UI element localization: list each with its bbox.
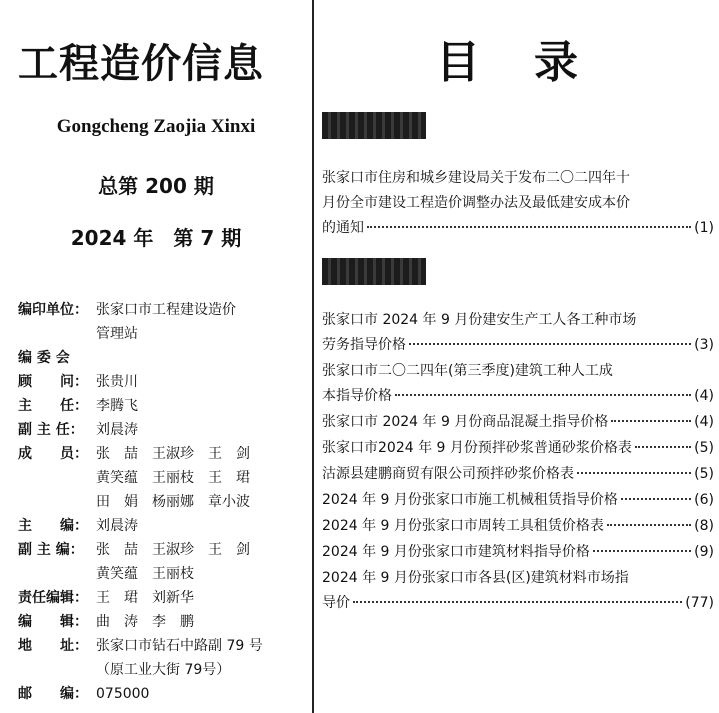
credit-row xyxy=(18,346,308,370)
toc-entry-title: 劳务指导价格 xyxy=(322,337,406,353)
toc-page-number: (5) xyxy=(694,466,714,482)
dot-leader xyxy=(395,394,691,396)
toc-title: 目录 xyxy=(436,37,632,88)
credit-value-line: 刘晨涛 xyxy=(96,422,138,438)
credit-value-line: 黄笑蕴 王丽枝 xyxy=(96,566,194,582)
credit-value-line: 李腾飞 xyxy=(96,398,138,414)
toc-entry-title: 2024 年 9 月份张家口市周转工具租赁价格表 xyxy=(322,518,604,534)
toc-entry-line: 2024 年 9 月份张家口市各县(区)建筑材料市场指 xyxy=(322,570,629,586)
credit-value xyxy=(96,682,308,706)
magazine-title: 工程造价信息 xyxy=(18,41,264,87)
toc-entry-line: 月份全市建设工程造价调整办法及最低建安成本价 xyxy=(322,195,630,211)
credit-row xyxy=(18,634,308,682)
toc-page-number: (6) xyxy=(694,492,714,508)
toc-section-2 xyxy=(322,308,714,617)
credit-value xyxy=(96,514,308,538)
credit-row xyxy=(18,298,308,346)
credit-value-line: 075000 xyxy=(96,686,150,702)
credit-label: 编 委 会 xyxy=(18,350,70,366)
toc-entry[interactable] xyxy=(322,410,714,435)
toc-page-number: (77) xyxy=(685,595,714,611)
credit-value-line: 刘晨涛 xyxy=(96,518,138,534)
toc-entry[interactable] xyxy=(322,540,714,565)
credit-value-line: 张家口市工程建设造价 xyxy=(96,302,236,318)
credit-value xyxy=(96,298,308,346)
credit-value xyxy=(96,610,308,634)
toc-panel xyxy=(316,0,719,713)
toc-page-number: (4) xyxy=(694,414,714,430)
credit-value-line: 张家口市钻石中路副 79 号 xyxy=(96,638,263,654)
toc-entry-title: 本指导价格 xyxy=(322,388,392,404)
toc-entry[interactable] xyxy=(322,359,714,409)
credit-label: 责任编辑： xyxy=(18,590,88,606)
credit-value-line: 张 喆 王淑珍 王 剑 xyxy=(96,446,250,462)
credit-value xyxy=(96,634,308,682)
credit-value-line: 王 珺 刘新华 xyxy=(96,590,194,606)
credit-value-line: 张 喆 王淑珍 王 剑 xyxy=(96,542,250,558)
dot-leader xyxy=(607,524,691,526)
toc-entry-title: 沽源县建鹏商贸有限公司预拌砂浆价格表 xyxy=(322,466,574,482)
credit-value xyxy=(96,418,308,442)
credit-label: 成 员： xyxy=(18,446,88,462)
toc-entry[interactable] xyxy=(322,166,714,241)
editorial-credits xyxy=(18,298,308,706)
toc-entry-title: 张家口市2024 年 9 月份预拌砂浆普通砂浆价格表 xyxy=(322,440,632,456)
credit-label: 顾 问： xyxy=(18,374,88,390)
toc-entry-title: 2024 年 9 月份张家口市建筑材料指导价格 xyxy=(322,544,590,560)
toc-entry[interactable] xyxy=(322,514,714,539)
credit-value-line: 田 娟 杨丽娜 章小波 xyxy=(96,494,250,510)
credit-value-line: 管理站 xyxy=(96,326,138,342)
toc-entry[interactable] xyxy=(322,566,714,616)
toc-entry[interactable] xyxy=(322,436,714,461)
credit-row xyxy=(18,682,308,706)
credit-row xyxy=(18,370,308,394)
credit-label: 副 主 任： xyxy=(18,422,84,438)
dot-leader xyxy=(577,472,691,474)
toc-entry-line: 张家口市二〇二四年(第三季度)建筑工种人工成 xyxy=(322,363,613,379)
credit-row xyxy=(18,538,308,586)
toc-entry-title: 的通知 xyxy=(322,220,364,236)
credit-value xyxy=(96,586,308,610)
toc-page-number: (9) xyxy=(694,544,714,560)
credit-value xyxy=(96,442,308,514)
page-divider xyxy=(312,0,314,713)
toc-page-number: (1) xyxy=(694,220,714,236)
dot-leader xyxy=(635,446,691,448)
credit-label: 邮 编： xyxy=(18,686,88,702)
credit-label: 地 址： xyxy=(18,638,88,654)
credit-value-line xyxy=(96,346,308,370)
cover-panel xyxy=(0,0,312,713)
toc-entry[interactable] xyxy=(322,488,714,513)
toc-page-number: (3) xyxy=(694,337,714,353)
credit-row xyxy=(18,442,308,514)
credit-row xyxy=(18,394,308,418)
credit-value-line: （原工业大街 79号） xyxy=(96,662,231,678)
toc-entry-line: 张家口市 2024 年 9 月份建安生产工人各工种市场 xyxy=(322,312,637,328)
dot-leader xyxy=(409,343,691,345)
toc-entry-title: 导价 xyxy=(322,595,350,611)
toc-page-number: (8) xyxy=(694,518,714,534)
magazine-pinyin: Gongcheng Zaojia Xinxi xyxy=(56,116,256,137)
credit-value-line: 曲 涛 李 鹏 xyxy=(96,614,194,630)
credit-row xyxy=(18,514,308,538)
credit-label: 编印单位： xyxy=(18,302,88,318)
dot-leader xyxy=(621,498,691,500)
credit-label: 副 主 编： xyxy=(18,542,84,558)
toc-entry-title: 张家口市 2024 年 9 月份商品混凝土指导价格 xyxy=(322,414,609,430)
issue-year-number: 2024 年 第 7 期 xyxy=(70,226,242,250)
toc-entry-title: 2024 年 9 月份张家口市施工机械租赁指导价格 xyxy=(322,492,618,508)
dot-leader xyxy=(593,550,691,552)
credit-value xyxy=(96,394,308,418)
credit-value xyxy=(96,346,308,370)
issue-total-number: 总第 200 期 xyxy=(98,174,214,198)
section-header-bar-1 xyxy=(322,112,426,139)
dot-leader xyxy=(611,420,691,422)
credit-label: 主 编： xyxy=(18,518,88,534)
section-header-bar-2 xyxy=(322,258,426,285)
credit-label: 编 辑： xyxy=(18,614,88,630)
credit-value-line: 张贵川 xyxy=(96,374,138,390)
credit-value-line: 黄笑蕴 王丽枝 王 珺 xyxy=(96,470,250,486)
credit-value xyxy=(96,370,308,394)
toc-entry[interactable] xyxy=(322,462,714,487)
dot-leader xyxy=(353,601,682,603)
credit-label: 主 任： xyxy=(18,398,88,414)
dot-leader xyxy=(367,226,691,228)
credit-row xyxy=(18,610,308,634)
credit-row xyxy=(18,586,308,610)
toc-section-1 xyxy=(322,166,714,241)
credit-row xyxy=(18,418,308,442)
toc-page-number: (4) xyxy=(694,388,714,404)
toc-entry-line: 张家口市住房和城乡建设局关于发布二〇二四年十 xyxy=(322,170,630,186)
credit-value xyxy=(96,538,308,586)
toc-entry[interactable] xyxy=(322,308,714,358)
toc-page-number: (5) xyxy=(694,440,714,456)
